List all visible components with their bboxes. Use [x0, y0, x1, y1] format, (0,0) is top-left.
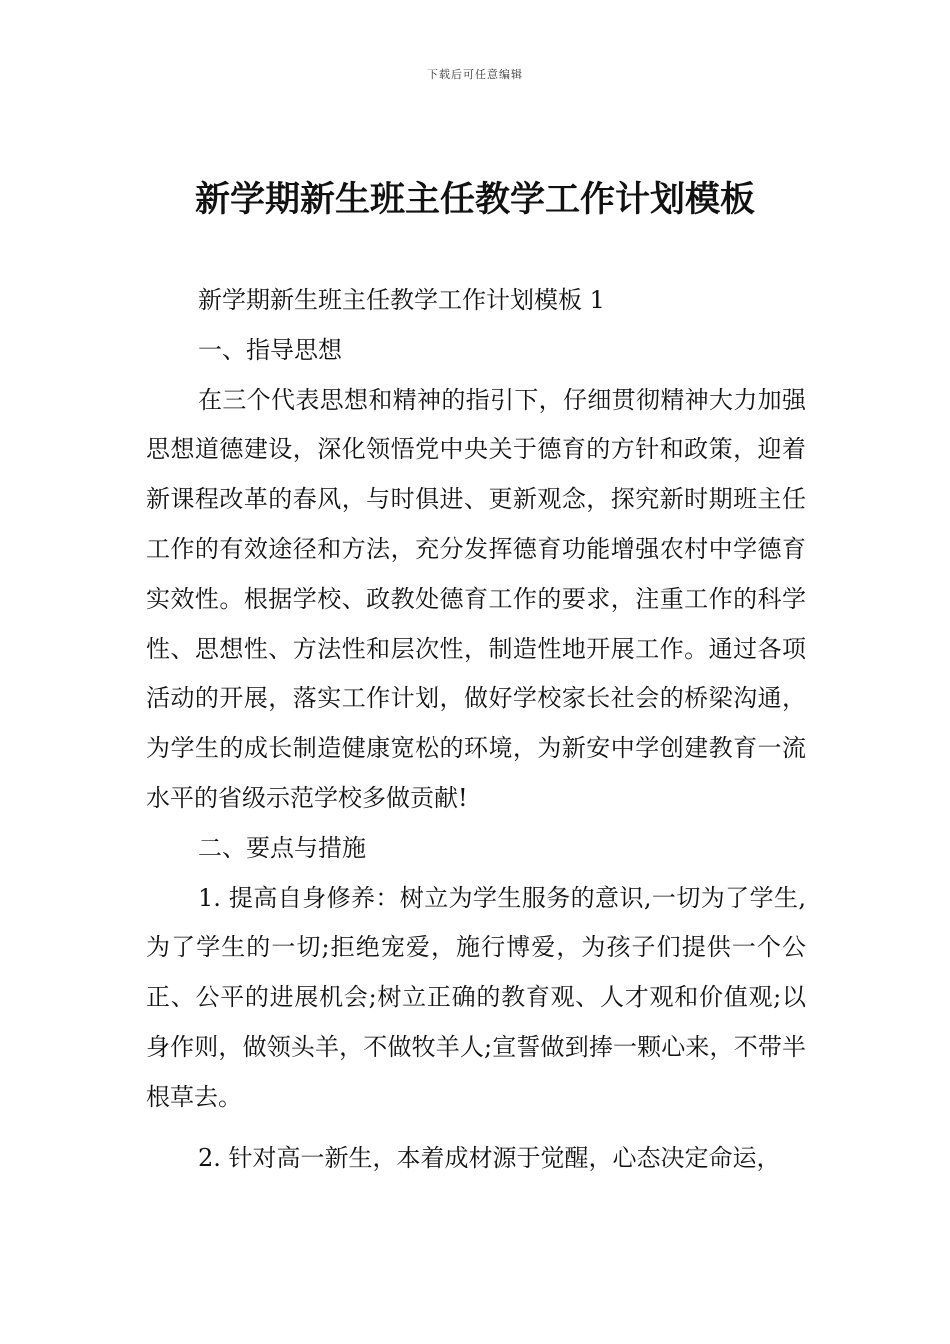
- document-title: 新学期新生班主任教学工作计划模板: [194, 180, 755, 220]
- paragraph-guiding-ideology: 在三个代表思想和精神的指引下，仔细贯彻精神大力加强思想道德建设，深化领悟党中央关于德育的方针和政策，迎着新课程改革的春风，与时俱进、更新观念，探究新时期班主任工作的有效途径和方法，充分发挥德育功能增强农村中学德育实效性。根据学校、政教处德育工作的要求，注重工作的科学性、思想性、方法性和层次性，制造性地开展工作。通过各项活动的开展，落实工作计划，做好学校家长社会的桥梁沟通，为学生的成长制造健康宽松的环境，为新安中学创建教育一流水平的省级示范学校多做贡献!: [146, 385, 806, 812]
- document-subtitle: 新学期新生班主任教学工作计划模板 1: [198, 286, 605, 314]
- list-item-freshmen: 2. 针对高一新生，本着成材源于觉醒，心态决定命运，: [198, 1143, 781, 1172]
- document-body: [146, 276, 806, 1183]
- section-heading-key-points: 二、要点与措施: [198, 833, 366, 862]
- section-heading-guiding-ideology: 一、指导思想: [198, 335, 342, 364]
- page-header-note: 下载后可任意编辑: [427, 68, 523, 81]
- list-item-self-cultivation: 1. 提高自身修养：树立为学生服务的意识,一切为了学生,为了学生的一切;拒绝宠爱，施行博爱，为孩子们提供一个公正、公平的进展机会;树立正确的教育观、人才观和价值观;以身作则，做领头羊，不做牧羊人;宣誓做到捧一颗心来，不带半根草去。: [146, 883, 806, 1111]
